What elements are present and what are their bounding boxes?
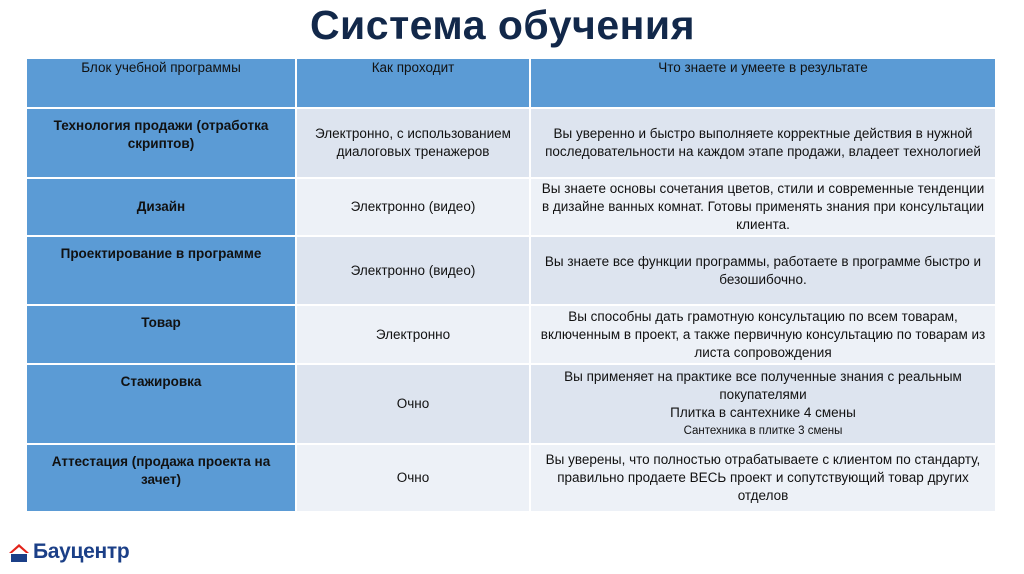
block-cell: Дизайн [26,178,296,236]
result-note-2: Сантехника в плитке 3 смены [683,425,843,437]
how-cell: Электронно [296,305,530,364]
result-note-1: Плитка в сантехнике 4 смены [670,405,856,420]
block-cell: Технология продажи (отработка скриптов) [26,108,296,178]
how-cell: Очно [296,444,530,512]
table-header-row [26,58,996,108]
how-cell: Очно [296,364,530,444]
result-cell: Вы знаете основы сочетания цветов, стили и современные тенденции в дизайне ванных комнат. Готовы применять знания при консультации клиента. [530,178,996,236]
result-cell: Вы уверены, что полностью отрабатываете с клиентом по стандарту, правильно продаете ВЕСЬ проект и сопутствующий товар других отделов [530,444,996,512]
table-row [26,444,996,512]
result-cell [530,364,996,444]
how-cell: Электронно, с использованием диалоговых тренажеров [296,108,530,178]
training-table [25,57,997,513]
header-cell-block: Блок учебной программы [26,58,296,108]
result-cell: Вы знаете все функции программы, работаете в программе быстро и безошибочно. [530,236,996,305]
result-text: Вы применяет на практике все полученные знания с реальным покупателями [564,369,962,402]
header-cell-result: Что знаете и умеете в результате [530,58,996,108]
table-row [26,178,996,236]
how-cell: Электронно (видео) [296,236,530,305]
block-cell: Товар [26,305,296,364]
how-cell: Электронно (видео) [296,178,530,236]
header-cell-how: Как проходит [296,58,530,108]
house-roof-icon [8,541,30,563]
block-cell: Проектирование в программе [26,236,296,305]
block-cell: Аттестация (продажа проекта на зачет) [26,444,296,512]
table-row [26,305,996,364]
block-cell: Стажировка [26,364,296,444]
brand-logo [8,540,129,564]
table-row [26,364,996,444]
page-title: Система обучения [309,2,696,48]
table-row [26,108,996,178]
table-row [26,236,996,305]
logo-text: Бауцентр [33,540,130,563]
result-cell: Вы способны дать грамотную консультацию по всем товарам, включенным в проект, а также первичную консультацию по товарам из листа сопровождения [530,305,996,364]
result-cell: Вы уверенно и быстро выполняете корректные действия в нужной последовательности на каждом этапе продажи, владеет технологией [530,108,996,178]
